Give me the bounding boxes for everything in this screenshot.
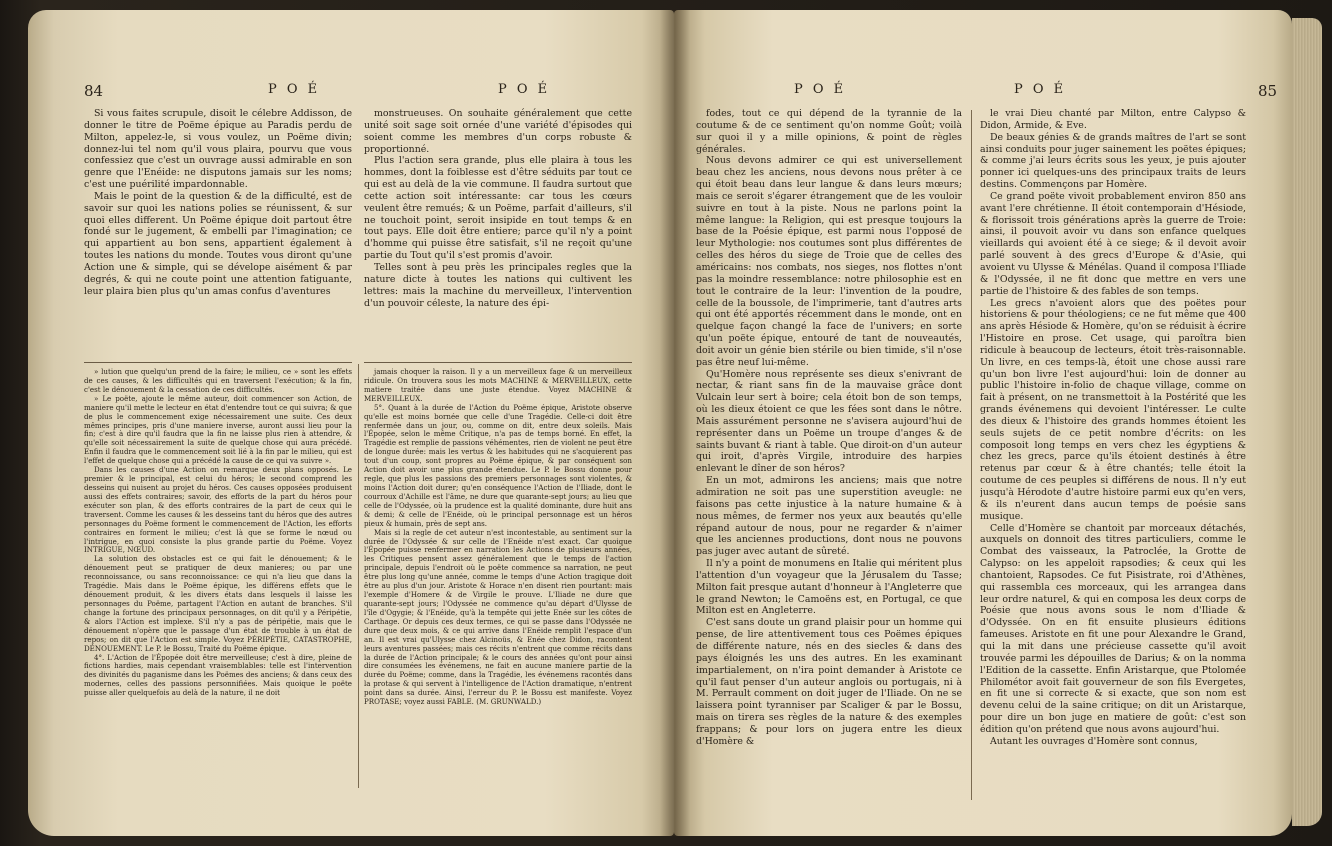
right-page [674,10,1292,836]
right-col2-body: le vrai Dieu chanté par Milton, entre Calypso & Didon, Armide, & Eve. De beaux génies & de grands maîtres de l'art se sont ainsi conduits pour juger sainement les poëtes épiques; & comme j'ai leurs écrits sous les yeux, je puis ajouter ponner ici quelques-uns des principaux traits de leurs destins. Commençons par Homère. Ce grand poëte vivoit probablement environ 850 ans avant l'ere chrétienne. Il étoit contemporain d'Hésiode, & florissoit trois générations après la guerre de Troie: ainsi, il pouvoit avoir vu dans son enfance quelques vieillards qui avoient été à ce siege; & il devoit avoir parlé souvent à des grecs d'Europe & d'Asie, qui avoient vu Ulysse & Ménélas. Quand il composa l'Iliade & l'Odyssée, il ne fit donc que mettre en vers une partie de l'histoire & des fables de son temps. Les grecs n'avoient alors que des poëtes pour historiens & pour théologiens; ce ne fut même que 400 ans après Hésiode & Homère, qu'on se réduisit à écrire l'Histoire en prose. Cet usage, qui paroîtra bien ridicule à beaucoup de lecteurs, étoit très-raisonnable. Un livre, en ces temps-là, étoit une chose aussi rare qu'un bon livre l'est aujourd'hui: loin de donner au public l'histoire in-folio de chaque village, comme on fait à présent, on ne transmettoit à la Postérité que les grands événemens qui devoient l'intéresser. Le culte des dieux & l'histoire des grands hommes étoient les seuls sujets de ce petit nombre d'écrits: on les composoit long temps en vers chez les égyptiens & chez les grecs, parce qu'ils étoient destinés à être retenus par cœur & à être chantés; telle étoit la coutume de ces peuples si différens de nous. Il n'y eut jusqu'à Hérodote d'autre histoire parmi eux qu'en vers, & ils n'eurent dans aucun temps de poésie sans musique. Celle d'Homère se chantoit par morceaux détachés, auxquels on donnoit des titres particuliers, comme le Combat des vaisseaux, la Patroclée, la Grotte de Calypso: on les appeloit rapsodies; & ceux qui les chantoient, Rapsodes. Ce fut Pisistrate, roi d'Athènes, qui rassembla ces morceaux, qui les arrangea dans leur ordre naturel, & qui en composa les deux corps de Poésie que nous avons sous le nom d'Iliade & d'Odyssée. On en fit ensuite plusieurs éditions fameuses. Aristote en fit une pour Alexandre le Grand, qui la mit dans une précieuse cassette qu'il avoit trouvée parmi les dépouilles de Darius; & on la nomma l'Edition de la cassette. Enfin Aristarque, que Ptolomée Philométor avoit fait gouverneur de son fils Evergetes, en fit une si correcte & si exacte, que son nom est devenu celui de la saine critique; on dit un Aristarque, pour dire un bon juge en matiere de goût: c'est son édition qu'on prétend que nous avons aujourd'hui. Autant les ouvrages d'Homère sont connus, [980,108,1246,747]
folio-left: 84 [84,82,104,100]
running-head-right-b: P O É [1014,82,1067,97]
running-head-left-b: P O É [498,82,551,97]
spine-gutter [660,10,690,836]
left-col1-note-rule [84,362,352,363]
left-col1-notes: » lution que quelqu'un prend de la faire; le milieu, ce » sont les effets de ces causes, & les difficultés qui en traversent l'exécution; & la fin, c'est le dénouement & la cessation de ces difficultés. » Le poëte, ajoute le même auteur, doit commencer son Action, de maniere qu'il mette le lecteur en état d'entendre tout ce qui suivra; & que de plus le commencement exige nécessairement une suite. Ces deux mêmes principes, pris d'une maniere inverse, auront aussi lieu pour la fin; c'est à dire qu'il faudra que la fin ne laisse plus rien à attendre, & qu'elle soit nécessairement la suite de quelque chose qui aura précédé. Enfin il faudra que le commencement soit lié à la fin par le milieu, qui est l'effet de quelque chose qui a précédé la cause de ce qui va suivre ». Dans les causes d'une Action on remarque deux plans opposés. Le premier & le principal, est celui du héros; le second comprend les desseins qui nuisent au projet du héros. Ces causes opposées produisent aussi des effets contraires; savoir, des efforts de la part du héros pour exécuter son plan, & des efforts contraires de la part de ceux qui le traversent. Comme les causes & les desseins tant du héros que des autres personnages du Poëme forment le commencement de l'Action, les efforts contraires en forment le milieu; c'est là que se forme le nœud ou l'intrigue, en quoi consiste la plus grande partie du Poëme. Voyez INTRIGUE, NŒUD. La solution des obstacles est ce qui fait le dénouement; & le dénouement peut se pratiquer de deux manieres; ou par une reconnoissance, ou sans reconnoissance: ce qui n'a lieu que dans la Tragédie. Mais dans le Poëme épique, les différens effets que le dénouement produit, & les divers états dans lesquels il laisse les personnages du Poëme, partagent l'Action en autant de branches. S'il change la fortune des principaux personnages, on dit qu'il y a Péripétie, & alors l'Action est implexe. S'il n'y a pas de péripétie, mais que le dénouement n'opère que le passage d'un état de trouble à un état de repos; on dit que l'Action est simple. Voyez PÉRIPÉTIE, CATASTROPHE, DÉNOUEMENT. Le P. le Bossu, Traité du Poëme épique. 4°. L'Action de l'Épopée doit être merveilleuse; c'est à dire, pleine de fictions hardies, mais cependant vraisemblables: telle est l'intervention des divinités du paganisme dans les Poëmes des anciens; & dans ceux des modernes, celles des passions personnifiées. Mais quoique le poëte puisse aller quelquefois au delà de la nature, il ne doit [84,368,352,698]
running-head-right-a: P O É [794,82,847,97]
left-page [28,10,674,836]
left-col2-notes: jamais choquer la raison. Il y a un merveilleux fage & un merveilleux ridicule. On trouvera sous les mots MACHINE & MERVEILLEUX, cette matiere traitée dans une juste étendue. Voyez MACHINE & MERVEILLEUX. 5°. Quant à la durée de l'Action du Poëme épique, Aristote observe qu'elle est moins bornée que celle d'une Tragédie. Celle-ci doit être renfermée dans un jour, ou, comme on dit, entre deux soleils. Mais l'Épopée, selon le même Critique, n'a pas de temps borné. En effet, la Tragédie est remplie de passions véhémentes, rien de violent ne peut être de longue durée: mais les vertus & les habitudes qui ne s'acquierent pas tout d'un coup, sont propres au Poëme épique, & par conséquent son Action doit avoir une plus grande étendue. Le P. le Bossu donne pour regle, que plus les passions des premiers personnages sont violentes, & moins l'Action doit durer; qu'en conséquence l'Action de l'Iliade, dont le courroux d'Achille est l'âme, ne dure que quarante-sept jours; au lieu que celle de l'Odyssée, où la prudence est la qualité dominante, dure huit ans & demi; & celle de l'Enéide, où le principal personnage est un héros pieux & humain, près de sept ans. Mais si la regle de cet auteur n'est incontestable, au sentiment sur la durée de l'Odyssée & sur celle de l'Enéide n'est exact. Car quoique l'Épopée puisse renfermer en narration les Actions de plusieurs années, les Critiques pensent assez généralement que le temps de l'action principale, depuis l'endroit où le poëte commence sa narration, ne peut être plus long qu'une année, comme le temps d'une Action tragique doit être au plus d'un jour. Aristote & Horace n'en disent rien pourtant: mais l'exemple d'Homere & de Virgile le prouve. L'Iliade ne dure que quarante-sept jours; l'Odyssée ne commence qu'au départ d'Ulysse de l'île d'Ogygie; & l'Enéide, qu'à la tempête qui jette Enée sur les côtes de Carthage. Or depuis ces deux termes, ce qui se passe dans l'Odyssée ne dure que deux mois, & ce qui arrive dans l'Enéide remplit l'espace d'un an. Il est vrai qu'Ulysse chez Alcinoüs, & Enée chez Didon, racontent leurs aventures passées; mais ces récits n'entrent que comme récits dans la durée de l'Action principale; & le cours des années qu'ont pour ainsi dire consumées les événemens, ne fait en aucune maniere partie de la durée du Poëme; comme, dans la Tragédie, les événemens racontés dans la protase & qui servent à l'intelligence de l'Action dramatique, n'entrent point dans sa durée. Ainsi, l'erreur du P. le Bossu est manifeste. Voyez PROTASE; voyez aussi FABLE. (M. GRUNWALD.) [364,368,632,707]
right-column-divider [971,110,972,800]
folio-right: 85 [1258,82,1278,100]
left-col2-note-rule [364,362,632,363]
left-col1-body: Si vous faites scrupule, disoit le célebre Addisson, de donner le titre de Poëme épique au Paradis perdu de Milton, appelez-le, si vous voulez, un Poëme divin; donnez-lui tel nom qu'il vous plaira, pourvu que vous confessiez que c'est un ouvrage aussi admirable en son genre que l'Enéide: ne disputons jamais sur les noms; c'est une puérilité impardonnable. Mais le point de la question & de la difficulté, est de savoir sur quoi les nations polies se réunissent, & sur quoi elles different. Un Poëme épique doit partout être fondé sur le jugement, & embelli par l'imagination; ce qui appartient au bon sens, appartient également à toutes les nations du monde. Toutes vous diront qu'une Action une & simple, qui se dévelope aisément & par degrés, & qui ne coute point une attention fatiguante, leur plaira bien plus qu'un amas confus d'aventures [84,108,352,297]
running-head-left-a: P O É [268,82,321,97]
right-col1-body: fodes, tout ce qui dépend de la tyrannie de la coutume & de ce sentiment qu'on nomme Goût; voilà sur quoi il y a mille opinions, & point de règles générales. Nous devons admirer ce qui est universellement beau chez les anciens, nous devons nous prêter à ce qui étoit beau dans leur langue & dans leurs mœurs; mais ce seroit s'égarer étrangement que de les vouloir suivre en tout à la piste. Nous ne parlons point la même langue: la Religion, qui est presque toujours la base de la Poésie épique, est parmi nous l'opposé de leur Mythologie: nos coutumes sont plus différentes de celles des héros du siege de Troie que de celles des américains: nos combats, nos sieges, nos flottes n'ont pas la moindre ressemblance: notre philosophie est en tout le contraire de la leur: l'invention de la poudre, celle de la boussole, de l'imprimerie, tant d'autres arts qui ont été apportés récemment dans le monde, ont en quelque façon changé la face de l'univers; en sorte qu'un poëte épique, entouré de tant de nouveautés, doit avoir un génie bien stérile ou bien timide, s'il n'ose pas être neuf lui-même. Qu'Homère nous représente ses dieux s'enivrant de nectar, & riant sans fin de la mauvaise grâce dont Vulcain leur sert à boire; cela étoit bon de son temps, où les dieux étoient ce que les fées sont dans le nôtre. Mais assurément personne ne s'avisera aujourd'hui de représenter dans un Poëme un troupe d'anges & de saints buvant & riant à table. Que diroit-on d'un auteur qui iroit, d'après Virgile, introduire des harpies enlevant le dîner de son héros? En un mot, admirons les anciens; mais que notre admiration ne soit pas une superstition aveugle: ne faisons pas cette injustice à la nature humaine & à nous mêmes, de fermer nos yeux aux beautés qu'elle répand autour de nous, pour ne regarder & n'aimer que les anciennes productions, dont nous ne pouvons pas juger avec autant de sûreté. Il n'y a point de monumens en Italie qui méritent plus l'attention d'un voyageur que la Jérusalem du Tasse; Milton fait presque autant d'honneur à l'Angleterre que le grand Newton; le Camoëns est, en Portugal, ce que Milton est en Angleterre. C'est sans doute un grand plaisir pour un homme qui pense, de lire attentivement tous ces Poëmes épiques de différente nature, nés en des siecles & dans des pays éloignés les uns des autres. En les examinant impartialement, on n'ira point demander à Aristote ce qu'il faut penser d'un auteur anglois ou portugais, ni à M. Perrault comment on doit juger de l'Iliade. On ne se laissera point tyranniser par Scaliger & par le Bossu, mais on tirera ses règles de la nature & des exemples frappans; & pour lors on jugera entre les dieux d'Homère & [696,108,962,747]
left-col2-body: monstrueuses. On souhaite généralement que cette unité soit sage soit ornée d'une variété d'épisodes qui soient comme les membres d'un corps robuste & proportionné. Plus l'action sera grande, plus elle plaira à tous les hommes, dont la foiblesse est d'être séduits par tout ce qui est au delà de la vie commune. Il faudra surtout que cette action soit intéressante: car tous les cœurs veulent être remués; & un Poëme, parfait d'ailleurs, s'il ne touchoit point, seroit insipide en tout temps & en tout pays. Elle doit être entiere; parce qu'il n'y a point d'homme qui puisse être satisfait, s'il ne reçoit qu'une partie du Tout qu'il s'est promis d'avoir. Telles sont à peu près les principales regles que la nature dicte à toutes les nations qui cultivent les lettres: mais la machine du merveilleux, l'intervention d'un pouvoir céleste, la nature des épi- [364,108,632,309]
left-column-divider [358,364,359,788]
page-edges [1292,18,1322,826]
